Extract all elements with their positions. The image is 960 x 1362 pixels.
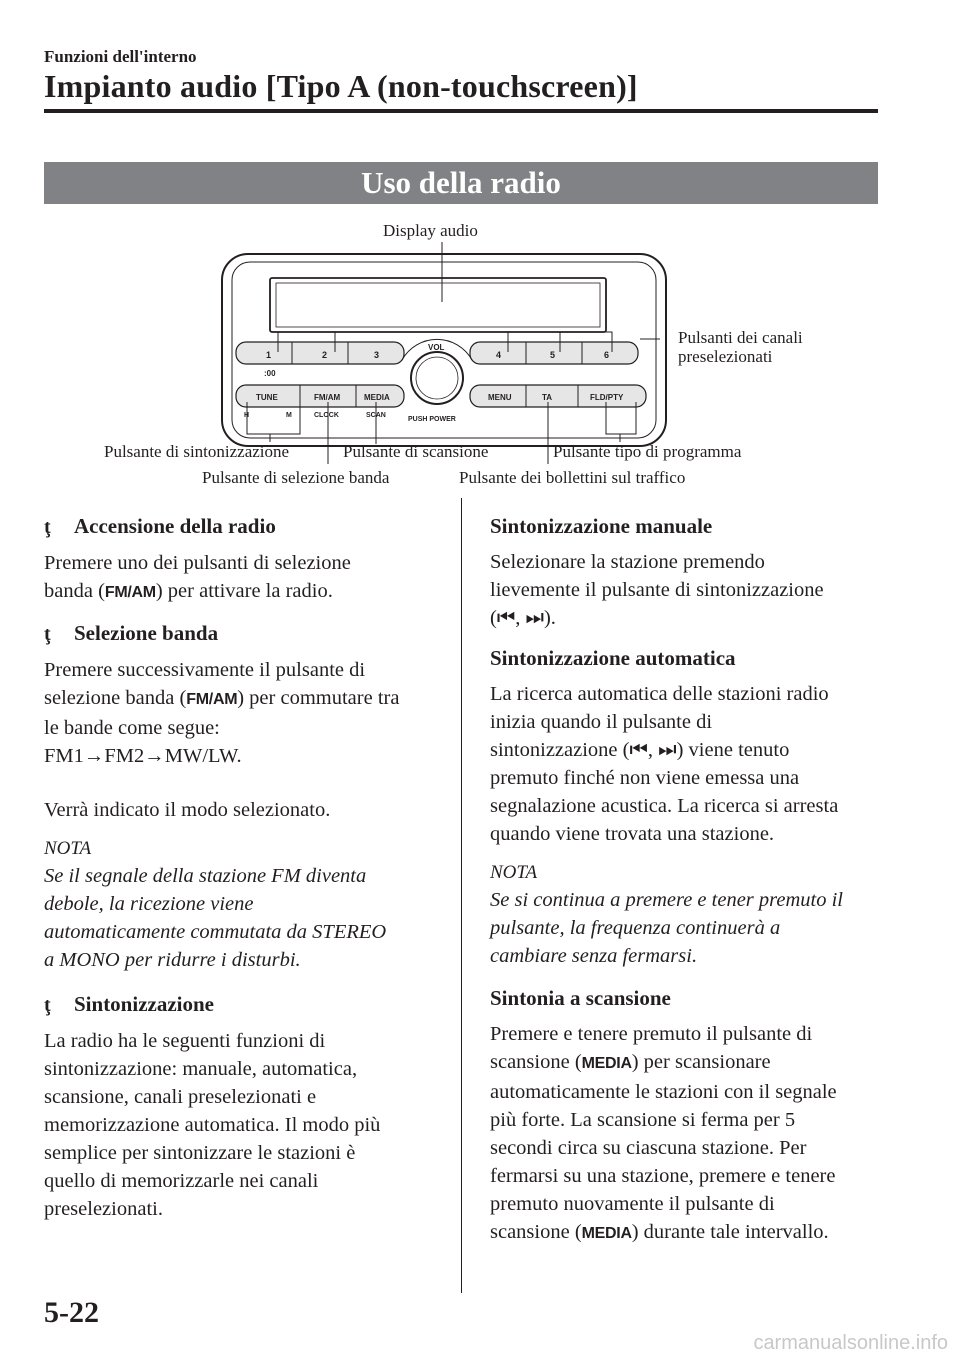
note-label: NOTA [44, 838, 92, 859]
fmam-key-icon: FM/AM [186, 691, 238, 708]
ta-callout-label: Pulsante dei bollettini sul traffico [459, 468, 686, 487]
paragraph-sintonizzazione: La radio ha le seguenti funzioni di sintonizzazione: manuale, automatica, scansione, canali preselezionati e memorizzazione automatica. Il modo più semplice per sintonizzare le stazioni è quello di memorizzarle nei canali preselezionati. [44, 1030, 381, 1220]
preset-5-label: 5 [550, 350, 556, 360]
push-power-label: PUSH POWER [408, 416, 456, 423]
heading-automatica: Sintonizzazione automatica [490, 646, 736, 670]
preset-3-label: 3 [374, 350, 380, 360]
menu-button-label: MENU [488, 393, 512, 402]
media-key-icon: MEDIA [581, 1055, 632, 1072]
section-banner: Uso della radio [44, 162, 878, 204]
preset-6-label: 6 [604, 350, 610, 360]
fmam-key-icon: FM/AM [104, 584, 156, 601]
preset-1-label: 1 [266, 350, 272, 360]
text-line: Verrà indicato il modo selezionato. [44, 799, 331, 821]
media-button-label: MEDIA [364, 393, 390, 402]
pty-callout-label: Pulsante tipo di programma [553, 442, 742, 461]
paragraph-manuale: Selezionare la stazione premendo lievemente il pulsante di sintonizzazione (⏮, ⏭). [490, 548, 882, 632]
preset-2-label: 2 [322, 350, 328, 360]
text-line: Premere successivamente il pulsante di [44, 659, 366, 681]
vol-label: VOL [428, 343, 445, 352]
text-line: selezione banda (FM/AM) per commutare tra [44, 687, 400, 709]
note-text: Se si continua a premere e tener premuto il pulsante, la frequenza continuerà a cambiare senza fermarsi. [490, 889, 843, 967]
heading-sintonizzazione-text: Sintonizzazione [74, 992, 214, 1016]
time-label: :00 [264, 369, 276, 378]
radio-panel-diagram [0, 212, 960, 500]
text-line: banda (FM/AM) per attivare la radio. [44, 580, 333, 602]
fldpty-button-label: FLD/PTY [590, 393, 624, 402]
clock-label: CLOCK [314, 412, 339, 419]
section-label: Funzioni dell'interno [44, 47, 197, 66]
fmam-button-label: FM/AM [314, 393, 341, 402]
ta-button-label: TA [542, 393, 553, 402]
heading-manuale: Sintonizzazione manuale [490, 514, 713, 538]
watermark: carmanualsonline.info [753, 1332, 948, 1354]
heading-accensione-text: Accensione della radio [74, 514, 276, 538]
heading-selezione-text: Selezione banda [74, 621, 219, 645]
scan-callout-label: Pulsante di scansione [343, 442, 489, 461]
paragraph-accensione [44, 549, 436, 607]
preset-buttons-label-line2: preselezionati [678, 347, 773, 366]
scan-label: SCAN [366, 412, 386, 419]
tune-button-label: TUNE [256, 393, 278, 402]
bullet-icon: ţ [44, 623, 51, 645]
tune-keys-icon: (⏮, ⏭). [490, 607, 556, 629]
m-label: M [286, 412, 292, 419]
page-number: 5-22 [44, 1296, 99, 1329]
bullet-icon: ţ [44, 994, 51, 1016]
display-audio-label: Display audio [383, 221, 478, 240]
h-label: H [244, 412, 250, 419]
media-key-icon: MEDIA [581, 1225, 632, 1242]
paragraph-selezione [44, 656, 436, 824]
paragraph-scansione: Premere e tenere premuto il pulsante di scansione (MEDIA) per scansionare automaticamente le stazioni con il segnale più forte. La scansione si ferma per 5 secondi circa su ciascuna stazione. Per fermarsi su una stazione, premere e tenere premuto nuovamente il pulsante di scansione (MEDIA) durante tale intervallo. [490, 1023, 837, 1243]
note-text: Se il segnale della stazione FM diventa debole, la ricezione viene automaticamente commutata da STEREO a MONO per ridurre i disturbi. [44, 865, 387, 971]
right-column [490, 512, 882, 1248]
heading-selezione [44, 619, 436, 648]
left-column [44, 512, 436, 1223]
band-callout-label: Pulsante di selezione banda [202, 468, 390, 487]
paragraph-automatica: La ricerca automatica delle stazioni radio inizia quando il pulsante di sintonizzazione (⏮, ⏭) viene tenuto premuto finché non viene emessa una segnalazione acustica. La ricerca si arresta quando viene trovata una stazione. [490, 683, 839, 845]
column-divider [461, 498, 462, 1293]
bullet-icon: ţ [44, 516, 51, 538]
preset-4-label: 4 [496, 350, 502, 360]
text-line: le bande come segue: [44, 717, 220, 739]
heading-sintonizzazione [44, 990, 436, 1019]
heading-scansione: Sintonia a scansione [490, 986, 671, 1010]
header-rule [44, 109, 878, 113]
text-line: Premere uno dei pulsanti di selezione [44, 552, 351, 574]
tune-callout-label: Pulsante di sintonizzazione [104, 442, 290, 461]
text-line: FM1→FM2→MW/LW. [44, 745, 242, 767]
heading-accensione [44, 512, 436, 541]
note-label: NOTA [490, 862, 538, 883]
chapter-title: Impianto audio [Tipo A (non-touchscreen)] [44, 68, 638, 104]
preset-buttons-label-line1: Pulsanti dei canali [678, 328, 803, 347]
